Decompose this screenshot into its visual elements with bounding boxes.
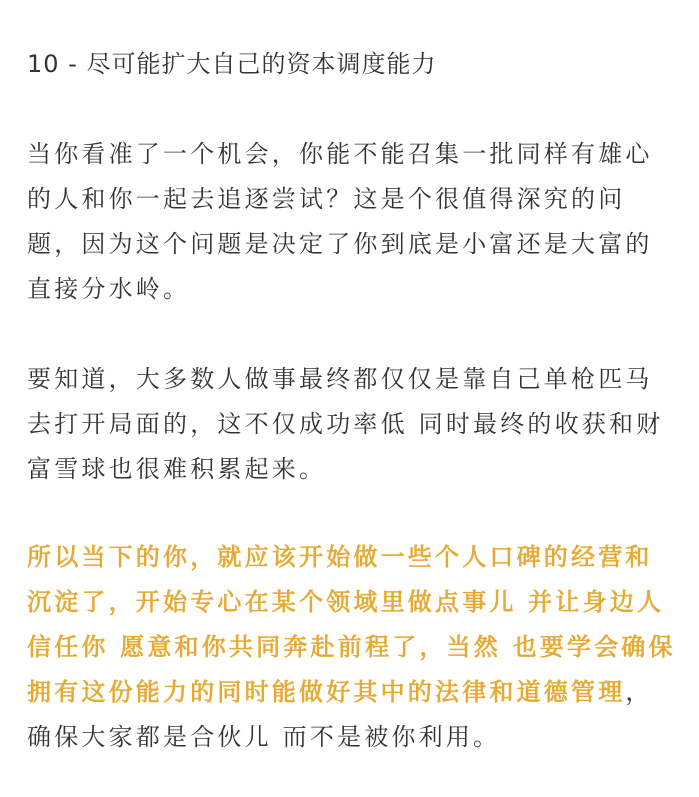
paragraph-line: 要知道，大多数人做事最终都仅仅是靠自己单枪匹马 — [27, 365, 653, 393]
mixed-line — [27, 670, 677, 715]
section-heading: 10 - 尽可能扩大自己的资本调度能力 — [27, 50, 437, 78]
paragraph-1 — [27, 132, 677, 312]
paragraph-line: 题，因为这个问题是决定了你到底是小富还是大富的 — [27, 230, 653, 258]
paragraph-line: 确保大家都是合伙儿 而不是被你利用。 — [27, 723, 501, 751]
highlighted-text: 拥有这份能力的同时能做好其中的法律和道德管理 — [27, 678, 626, 706]
paragraph-line: 富雪球也很难积累起来。 — [27, 455, 327, 483]
paragraph-line: 去打开局面的，这不仅成功率低 同时最终的收获和财 — [27, 410, 664, 438]
highlighted-line: 所以当下的你，就应该开始做一些个人口碑的经营和 — [27, 543, 653, 571]
line-tail-punctuation: ， — [625, 678, 653, 706]
highlighted-line: 沉淀了，开始专心在某个领域里做点事儿 并让身边人 — [27, 588, 665, 616]
paragraph-3 — [27, 535, 677, 760]
paragraph-line: 的人和你一起去追逐尝试？这是个很值得深究的问 — [27, 185, 626, 213]
highlighted-line: 信任你 愿意和你共同奔赴前程了，当然 也要学会确保 — [27, 633, 676, 661]
paragraph-2 — [27, 357, 677, 492]
paragraph-line: 直接分水岭。 — [27, 275, 191, 303]
paragraph-line: 当你看准了一个机会，你能不能召集一批同样有雄心 — [27, 140, 653, 168]
